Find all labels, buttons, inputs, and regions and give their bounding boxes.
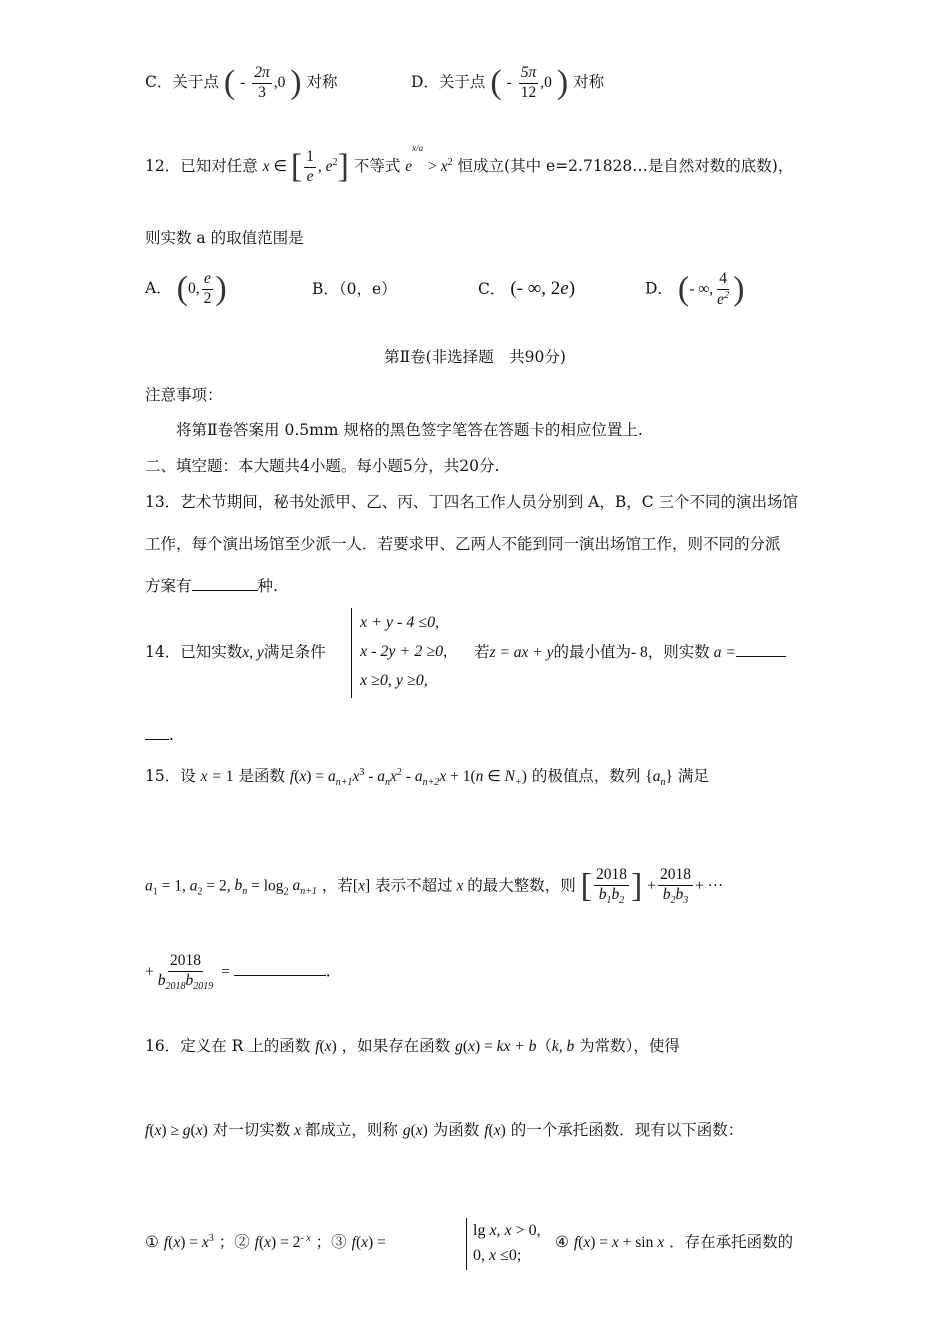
q16-line3: ① $f(x) = x^3$ ；② $f(x) = 2^{- x}$ ；③ f(x) = [145, 1232, 386, 1251]
numerator: 2018 [594, 866, 629, 886]
numerator: 2018 [658, 866, 693, 886]
q16-piecewise: lg x, x > 0, 0, x ≤0; [466, 1218, 541, 1270]
q11-option-c-tail: 对称 [306, 73, 338, 92]
q16-stem: 16．定义在 R 上的函数 f(x) ，如果存在函数 g(x) = kx + b（k, b 为常数），使得 [145, 1037, 680, 1055]
q15-mid2: 的极值点，数列 [531, 767, 641, 785]
q15-tail: 满足 [677, 767, 709, 785]
q15-lead: 15．设 [145, 767, 196, 785]
q16-line2: f(x) ≥ g(x) 对一切实数 x 都成立，则称 g(x) 为函数 f(x) 的一个承托函数．现有以下函数： [145, 1121, 744, 1139]
q12-option-c-label: C． [478, 280, 506, 298]
q13-line3 [145, 574, 278, 596]
q14-mid2: 的最小值为 [553, 643, 631, 661]
q12-option-d: D． (- ∞, $\frac{4}{e^2}$ ) [645, 270, 745, 308]
q16-l2-d: 的一个承托函数．现有以下函数： [510, 1121, 744, 1139]
q14-c3: x ≥0, y ≥0, [360, 672, 428, 689]
q12-option-a-label: A． [145, 279, 172, 298]
q11-option-c: C．关于点 ( - $\frac{2\pi}{3}$ ,0 ) 对称 [145, 64, 338, 102]
paren-right: ) [556, 64, 569, 102]
answer-blank[interactable] [234, 975, 326, 976]
q15-line2: $a_1 = 1$, $a_2 = 2$, $b_n = \log_2 a_{n+1}$ ，若[x] 表示不超过 x 的最大整数，则 [ $\frac{2018}{b_1b_2}$ ] + $\frac{2018}{b_2b_3}$ + ··· [145, 866, 724, 906]
circled-3: ；③ [315, 1233, 347, 1251]
q11-option-d-tail: 对称 [573, 73, 605, 92]
q12-tail: 恒成立(其中 e=2.71828…是自然对数的底数)， [457, 157, 794, 176]
q14-lead: 14．已知实数 [145, 643, 243, 661]
notice-heading: 注意事项： [145, 386, 223, 404]
q16-tail: ．存在承托函数的 [669, 1233, 794, 1251]
fraction: $\frac{5\pi}{12}$ [520, 64, 537, 101]
q14-end-period: . [169, 726, 174, 744]
section-heading: 二、填空题：本大题共4小题。每小题5分，共20分. [145, 457, 500, 475]
q11-option-d-label: D．关于点 [411, 73, 486, 92]
part2-title: 第Ⅱ卷(非选择题 共90分) [384, 348, 566, 366]
q12-option-d-label: D． [645, 279, 673, 298]
q15-l2-mid2: 表示不超过 [375, 876, 453, 895]
q15-line3: + $\frac{2018}{b_{2018}b_{2019}}$ = . [145, 952, 331, 992]
q12-line2: 则实数 a 的取值范围是 [145, 229, 304, 247]
q12-lead: 12．已知对任意 [145, 157, 258, 176]
q15-l2-mid: ，若 [321, 876, 353, 895]
q12-option-c: C． (- ∞, 2e) [478, 278, 576, 299]
q12-mid: 不等式 [353, 157, 401, 176]
q14-tail-text: ，则实数 [647, 643, 710, 661]
q15-l2-mid3: 的最大整数，则 [467, 876, 576, 895]
q14-system [351, 608, 447, 698]
q14-c1: x + y - 4 ≤0, [360, 614, 440, 631]
answer-blank[interactable] [145, 739, 169, 740]
q13-l3b: 种. [257, 577, 278, 595]
q14-mid: 若 [474, 643, 490, 661]
answer-blank[interactable] [736, 656, 786, 657]
paren-left: ( [490, 64, 502, 102]
q13-l3a: 方案有 [145, 577, 192, 595]
q14-value: - 8 [631, 644, 648, 661]
circled-4: ④ [555, 1233, 569, 1251]
q16-mid: ，如果存在函数 [341, 1037, 451, 1055]
q15-end-period: . [325, 962, 331, 981]
circled-1: ① [145, 1233, 159, 1251]
numerator: 2018 [168, 952, 203, 972]
q16-line3-tail: ④ f(x) = x + sin x ．存在承托函数的 [555, 1233, 794, 1251]
q11-option-d: D．关于点 ( - $\frac{5\pi}{12}$ ,0 ) 对称 [411, 64, 605, 102]
q16-l2-b: 都成立，则称 [304, 1121, 398, 1139]
q12-option-b: B．（0，e） [312, 280, 397, 298]
q16-lead: 16．定义在 R 上的函数 [145, 1037, 311, 1055]
q12-stem: 12．已知对任意 x ∈ [ $\frac{1}{e}$ , $e^2$] 不等式 $e^{x/a} > x^2$ 恒成立(其中 e=2.71828…是自然对数的底数)， [145, 142, 794, 186]
answer-blank[interactable] [192, 590, 258, 591]
q12-option-a: A． (0, $\frac{e}{2}$ ) [145, 270, 227, 308]
paren-left: ( [223, 64, 236, 102]
q16-l2-c: 为函数 [432, 1121, 480, 1139]
q14-c2: x - 2y + 2 ≥0, [360, 643, 448, 660]
paren-right: ) [290, 64, 302, 102]
circled-2: ；② [218, 1233, 250, 1251]
q15-stem: 15．设 x = 1 是函数 $f(x) = a_{n+1}x^3 - a_nx^2 - a_{n+2}x + 1(n$ ∈ $N_+$) 的极值点，数列 $\{a_n\}$ 满足 [145, 766, 709, 789]
q14-tail: 若z = ax + y的最小值为- 8，则实数 a = [474, 640, 786, 662]
q13-line1: 13．艺术节期间，秘书处派甲、乙、丙、丁四名工作人员分别到 A，B，C 三个不同的演出场馆 [145, 493, 799, 511]
q11-option-c-label: C．关于点 [145, 73, 219, 92]
q16-l2-a: 对一切实数 [212, 1121, 291, 1139]
notice-body: 将第Ⅱ卷答案用 0.5mm 规格的黑色签字笔答在答题卡的相应位置上. [176, 421, 643, 439]
q16-mid2: 为常数），使得 [579, 1037, 680, 1055]
q14-stem: 14．已知实数x, y满足条件 [145, 643, 326, 661]
fraction: $\frac{2\pi}{3}$ [254, 64, 270, 101]
q14-cond: 满足条件 [263, 643, 326, 661]
q15-mid: 是函数 [238, 767, 285, 785]
q13-line2: 工作，每个演出场馆至少派一人．若要求甲、乙两人不能到同一演出场馆工作，则不同的分派 [145, 535, 781, 553]
q14-end [145, 726, 174, 744]
